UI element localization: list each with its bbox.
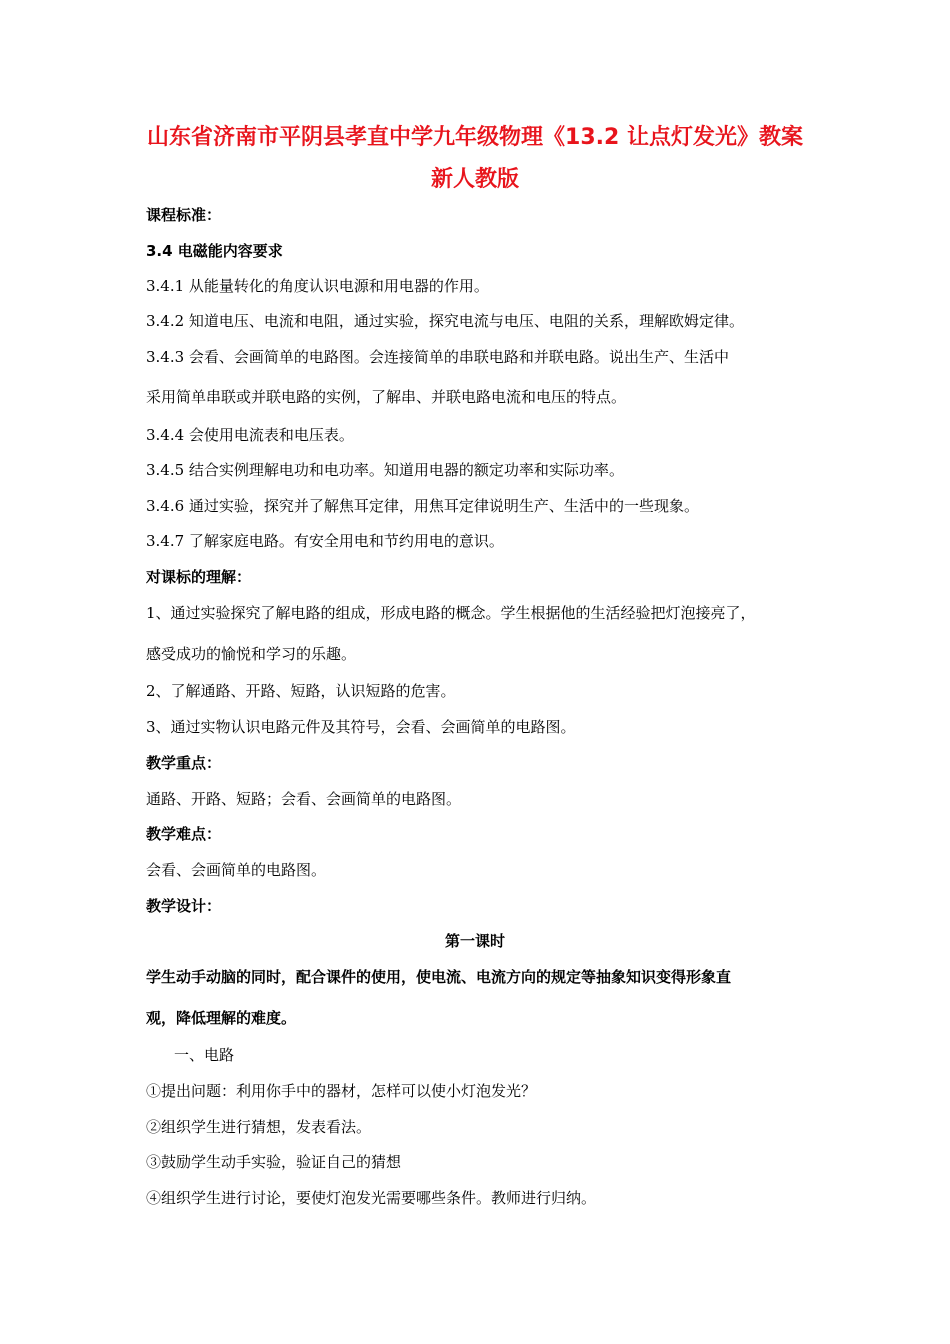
standard-heading: 课程标准： — [146, 206, 222, 224]
standard-item: 3.4.4 会使用电流表和电压表。 — [146, 426, 354, 444]
standard-item: 3.4.5 结合实例理解电功和电功率。知道用电器的额定功率和实际功率。 — [146, 461, 624, 479]
lesson-title: 第一课时 — [444, 932, 505, 950]
standard-item-continued: 采用简单串联或并联电路的实例，了解串、并联电路电流和电压的特点。 — [146, 388, 627, 406]
difficult-points-text: 会看、会画简单的电路图。 — [146, 861, 327, 879]
standard-item: 3.4.3 会看、会画简单的电路图。会连接简单的串联电路和并联电路。说出生产、生活中 — [146, 348, 729, 366]
standard-item: 3.4.2 知道电压、电流和电阻，通过实验，探究电流与电压、电阻的关系，理解欧姆定律。 — [146, 312, 744, 330]
procedure-step: ②组织学生进行猜想，发表看法。 — [146, 1118, 372, 1136]
understanding-heading: 对课标的理解： — [146, 568, 252, 586]
understanding-item-continued: 感受成功的愉悦和学习的乐趣。 — [146, 645, 357, 663]
standard-subheading: 3.4 电磁能内容要求 — [146, 242, 283, 260]
understanding-item: 2、了解通路、开路、短路，认识短路的危害。 — [146, 682, 456, 700]
standard-item: 3.4.6 通过实验，探究并了解焦耳定律，用焦耳定律说明生产、生活中的一些现象。 — [146, 497, 699, 515]
standard-item: 3.4.1 从能量转化的角度认识电源和用电器的作用。 — [146, 277, 489, 295]
understanding-item: 3、通过实物认识电路元件及其符号，会看、会画简单的电路图。 — [146, 718, 576, 736]
design-heading: 教学设计： — [146, 897, 222, 915]
lesson-intro-continued: 观，降低理解的难度。 — [146, 1009, 297, 1027]
procedure-step: ③鼓励学生动手实验，验证自己的猜想 — [146, 1153, 402, 1171]
lesson-intro: 学生动手动脑的同时，配合课件的使用，使电流、电流方向的规定等抽象知识变得形象直 — [146, 968, 732, 986]
difficult-points-heading: 教学难点： — [146, 825, 222, 843]
key-points-heading: 教学重点： — [146, 754, 222, 772]
document-title-line2: 新人教版 — [430, 167, 519, 192]
procedure-step: ④组织学生进行讨论，要使灯泡发光需要哪些条件。教师进行归纳。 — [146, 1189, 597, 1207]
document-title-line1: 山东省济南市平阴县孝直中学九年级物理《13.2 让点灯发光》教案 — [147, 125, 803, 150]
procedure-step: ①提出问题：利用你手中的器材，怎样可以使小灯泡发光？ — [146, 1082, 537, 1100]
key-points-text: 通路、开路、短路；会看、会画简单的电路图。 — [146, 790, 462, 808]
standard-item: 3.4.7 了解家庭电路。有安全用电和节约用电的意识。 — [146, 532, 504, 550]
understanding-item: 1、通过实验探究了解电路的组成，形成电路的概念。学生根据他的生活经验把灯泡接亮了， — [146, 604, 756, 622]
circuit-heading: 一、电路 — [174, 1046, 235, 1064]
